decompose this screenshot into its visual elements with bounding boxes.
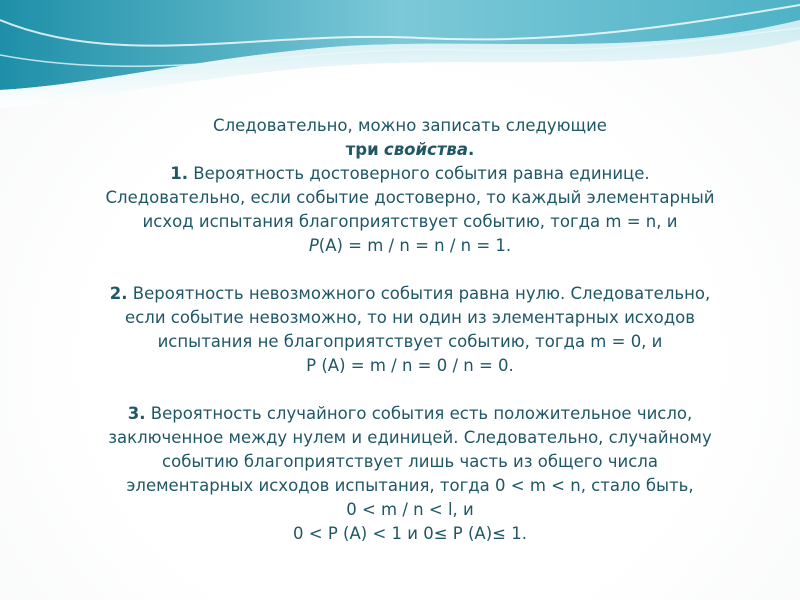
property-3-line-5: 0 < m / n < l, и: [346, 500, 474, 519]
property-3-number: 3.: [127, 404, 146, 423]
property-2-formula: P (A) = m / n = 0 / n = 0.: [306, 356, 514, 375]
wave-header-decoration: [0, 0, 800, 110]
slide-text: [40, 114, 780, 546]
intro-line-1: Следовательно, можно записать следующие: [213, 116, 607, 135]
property-2-number: 2.: [109, 284, 128, 303]
property-2-line-2: если событие невозможно, то ни один из элементарных исходов: [125, 308, 695, 327]
property-1-line-3: исход испытания благоприятствует событию, тогда m = n, и: [142, 212, 678, 231]
property-2-line-1: 2. Вероятность невозможного события равна нулю. Следовательно,: [109, 284, 711, 303]
property-1-line-2: Следовательно, если событие достоверно, то каждый элементарный: [105, 188, 715, 207]
property-3-line-3: событию благоприятствует лишь часть из общего числа: [162, 452, 658, 471]
property-3-line-4: элементарных исходов испытания, тогда 0 < m < n, стало быть,: [126, 476, 694, 495]
property-2-line-3: испытания не благоприятствует событию, тогда m = 0, и: [157, 332, 663, 351]
intro-bold-word: свойства: [383, 140, 468, 159]
property-1-formula: P(A) = m / n = n / n = 1.: [308, 236, 512, 255]
property-1-line-1: 1. Вероятность достоверного события равна единице.: [170, 164, 650, 183]
property-3-line-2: заключенное между нулем и единицей. Следовательно, случайному: [108, 428, 712, 447]
intro-line-2: три свойства.: [345, 140, 475, 159]
property-3-line-1: 3. Вероятность случайного события есть положительное число,: [127, 404, 693, 423]
property-1-number: 1.: [170, 164, 189, 183]
property-3-line-6: 0 < P (A) < 1 и 0≤ P (A)≤ 1.: [293, 524, 527, 543]
